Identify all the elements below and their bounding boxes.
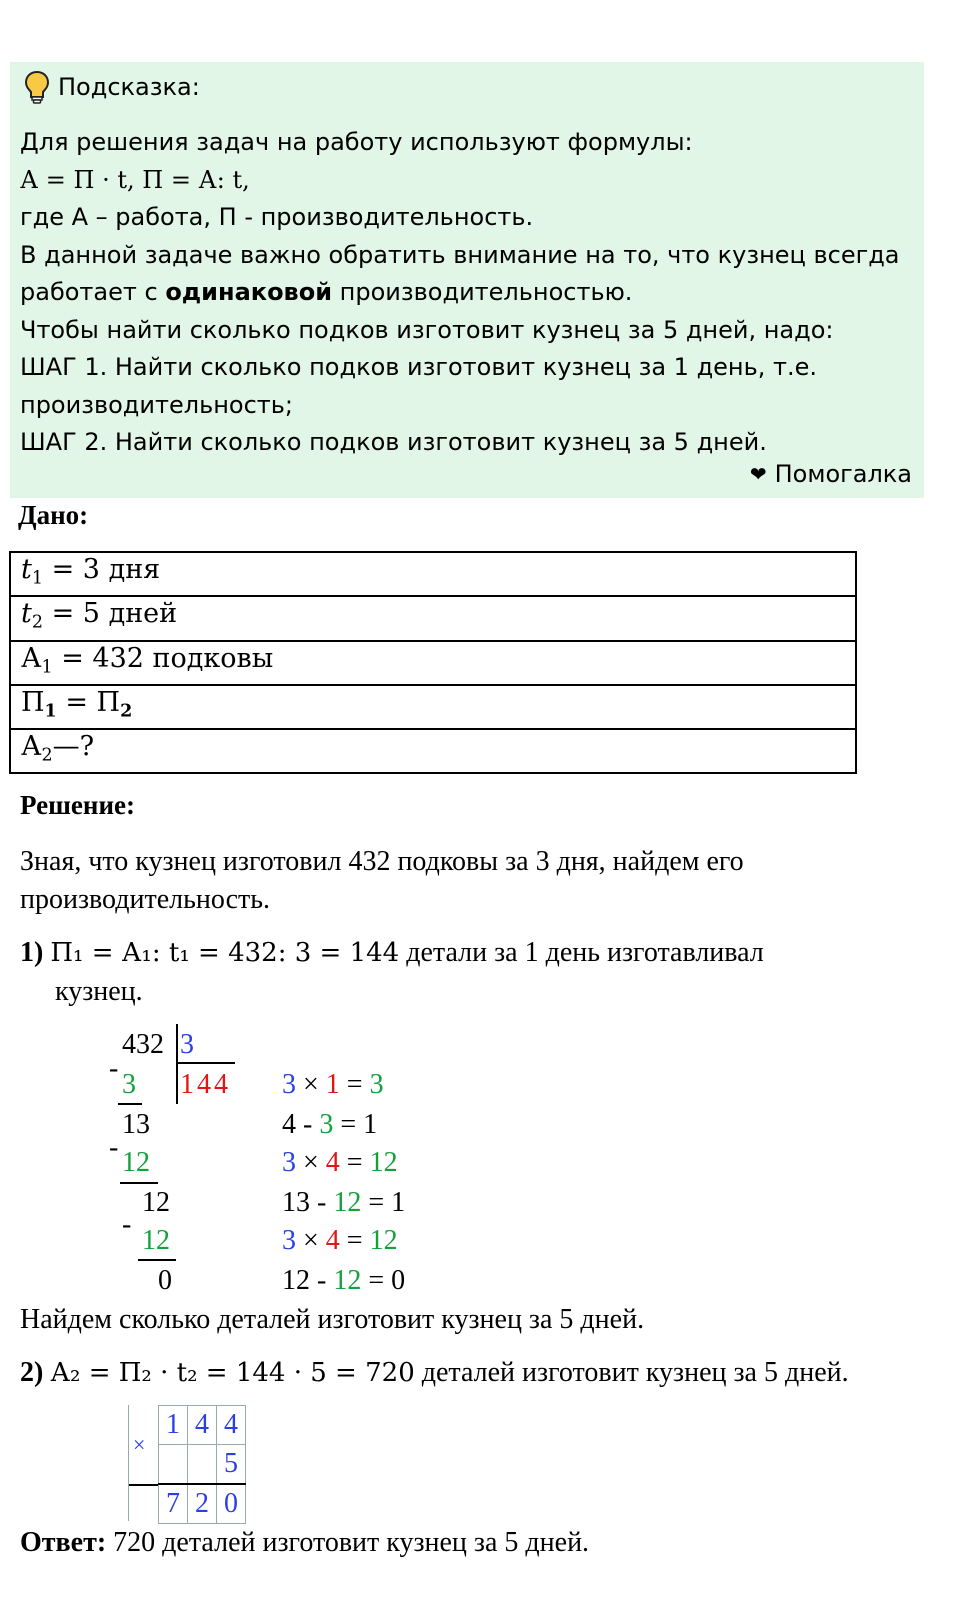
division-remainder: 13 (122, 1109, 150, 1140)
answer-line (20, 1524, 589, 1562)
step-2-line: 2) А₂ = П₂ · t₂ = 144 · 5 = 720 деталей изготовит кузнец за 5 дней. (20, 1357, 849, 1388)
hint-title: Подсказка: (58, 73, 200, 101)
hint-emphasis: одинаковой (165, 278, 333, 306)
division-subtract: 12 (122, 1147, 150, 1178)
hint-body (20, 124, 910, 462)
brand-label: ❤ Помогалка (749, 460, 912, 488)
hint-line: Чтобы найти сколько подков изготовит кузнец за 5 дней, надо: (20, 315, 834, 344)
divisor: 3 (180, 1029, 194, 1060)
divisor-line (177, 1062, 235, 1064)
mult-result-digit: 7 (159, 1484, 188, 1524)
lightbulb-icon (24, 70, 50, 104)
dividend: 432 (122, 1029, 164, 1060)
mult-digit: 5 (217, 1445, 246, 1485)
mult-result-digit: 2 (188, 1484, 217, 1524)
division-subtract: 3 (122, 1069, 136, 1100)
solution-intro-cont: производительность. (20, 884, 271, 915)
given-row: $А_1 = 432$ подковы (10, 641, 856, 685)
quotient: 144 (180, 1069, 231, 1100)
solution-title: Решение: (20, 790, 135, 820)
solution-mid: Найдем сколько деталей изготовит кузнец за 5 дней. (20, 1304, 645, 1335)
mult-left-border (128, 1405, 129, 1521)
minus-sign: - (109, 1132, 119, 1163)
hint-header (24, 70, 200, 104)
hint-formula: А = П · t, П = А: t, (20, 165, 250, 194)
hint-line: работает с одинаковой производительностью. (20, 278, 633, 306)
hint-line: В данной задаче важно обратить внимание на то, что кузнец всегда (20, 240, 900, 269)
multiply-sign: × (133, 1432, 146, 1457)
step-1-formula: П₁ = А₁: t₁ = 432: 3 = 144 (50, 938, 400, 968)
given-row: $t_2 = 5$ дней (10, 596, 856, 640)
division-remainder: 12 (142, 1187, 170, 1218)
given-row: $П_1 = П_2$ (10, 685, 856, 729)
division-line (120, 1182, 158, 1184)
answer-label: Ответ: (20, 1527, 107, 1558)
heart-icon: ❤ (749, 462, 767, 486)
hint-box (10, 62, 924, 498)
division-subtract: 12 (142, 1225, 170, 1256)
hint-line: Для решения задач на работу используют формулы: (20, 128, 693, 156)
given-row: $А_2—$? (10, 729, 856, 773)
division-note: 12 - 12 = 0 (282, 1265, 406, 1296)
division-line (118, 1103, 142, 1105)
mult-digit: 4 (217, 1406, 246, 1445)
minus-sign: - (122, 1209, 132, 1240)
step-1-cont: кузнец. (55, 976, 143, 1007)
minus-sign: - (109, 1053, 119, 1084)
mult-digit (159, 1445, 188, 1485)
division-remainder: 0 (158, 1265, 172, 1296)
mult-result-digit: 0 (217, 1484, 246, 1524)
division-note: 4 - 3 = 1 (282, 1109, 378, 1140)
answer-text: 720 деталей изготовит кузнец за 5 дней. (106, 1527, 590, 1558)
step-1-line: 1) П₁ = А₁: t₁ = 432: 3 = 144 детали за 1 день изготавливал (20, 937, 764, 968)
multiplication-grid (158, 1405, 246, 1524)
division-line (138, 1259, 176, 1261)
hint-step-1-cont: производительность; (20, 390, 293, 419)
division-note: 13 - 12 = 1 (282, 1187, 406, 1218)
mult-digit (188, 1445, 217, 1485)
division-note: 3 × 4 = 12 (282, 1147, 398, 1178)
solution-intro: Зная, что кузнец изготовил 432 подковы за 3 дня, найдем его (20, 846, 744, 877)
step-2-formula: А₂ = П₂ · t₂ = 144 · 5 = 720 (50, 1358, 415, 1388)
division-bracket (176, 1024, 178, 1104)
division-note: 3 × 4 = 12 (282, 1225, 398, 1256)
given-table (9, 551, 857, 774)
given-title: Дано: (18, 500, 89, 530)
division-note: 3 × 1 = 3 (282, 1069, 384, 1100)
hint-step-1: ШАГ 1. Найти сколько подков изготовит кузнец за 1 день, т.е. (20, 353, 818, 381)
mult-digit: 4 (188, 1406, 217, 1445)
multiply-line (128, 1484, 158, 1486)
hint-line: где А – работа, П - производительность. (20, 203, 534, 231)
hint-step-2: ШАГ 2. Найти сколько подков изготовит кузнец за 5 дней. (20, 428, 767, 456)
given-row: $t_1 = 3$ дня (10, 552, 856, 596)
mult-digit: 1 (159, 1406, 188, 1445)
